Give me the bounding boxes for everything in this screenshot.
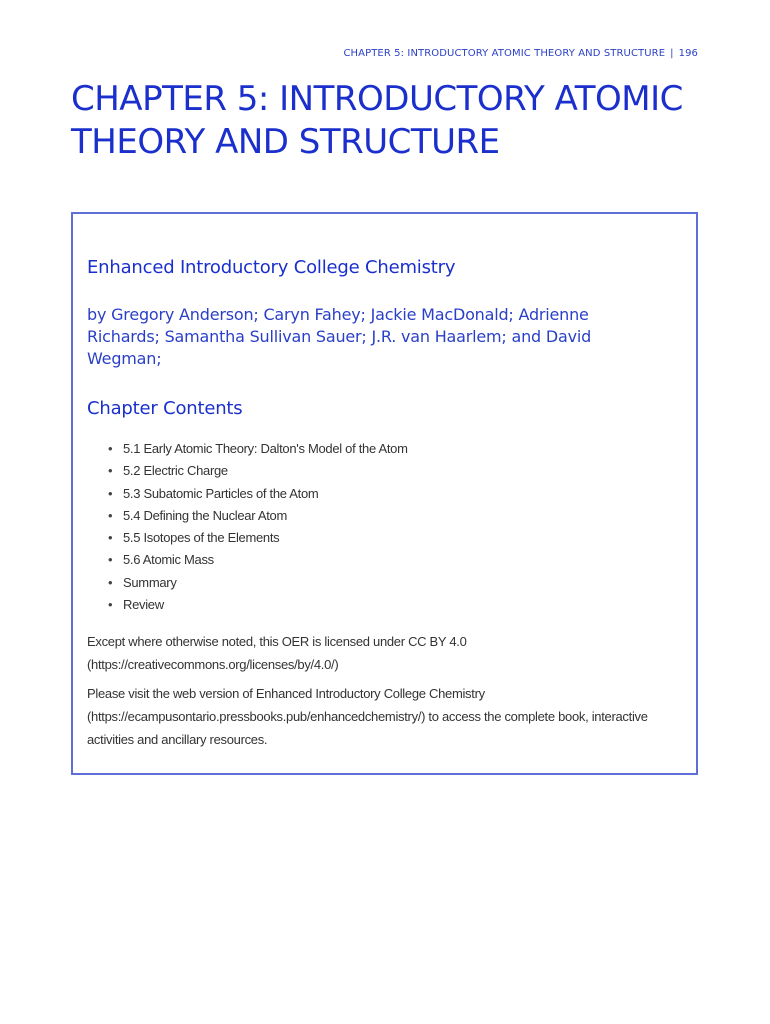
contents-item-summary[interactable]: • Summary [108, 572, 682, 594]
page-number: 196 [678, 48, 698, 59]
license-note: Except where otherwise noted, this OER is licensed under CC BY 4.0 (https://creativecommons.org/licenses/by/4.0/) [87, 634, 467, 673]
contents-item-5-1[interactable]: • 5.1 Early Atomic Theory: Dalton's Model of the Atom [108, 438, 682, 460]
running-header [343, 48, 698, 59]
contents-item-5-5[interactable]: • 5.5 Isotopes of the Elements [108, 527, 682, 549]
contents-item-5-2[interactable]: • 5.2 Electric Charge [108, 460, 682, 482]
chapter-contents-list [87, 438, 682, 616]
contents-item-5-3[interactable]: • 5.3 Subatomic Particles of the Atom [108, 483, 682, 505]
contents-item-5-4[interactable]: • 5.4 Defining the Nuclear Atom [108, 505, 682, 527]
running-header-separator: | [670, 48, 674, 59]
running-header-title: CHAPTER 5: INTRODUCTORY ATOMIC THEORY AND STRUCTURE [343, 48, 666, 59]
book-authors: by Gregory Anderson; Caryn Fahey; Jackie MacDonald; Adrienne Richards; Samantha Sullivan Sauer; J.R. van Haarlem; and David Wegman; [87, 305, 592, 368]
web-version-note: Please visit the web version of Enhanced Introductory College Chemistry (https://ecampusontario.pressbooks.pub/enhancedchemistry/) to access the complete book, interactive activities and ancillary resources. [87, 686, 648, 748]
book-info-box [71, 212, 698, 775]
contents-item-5-6[interactable]: • 5.6 Atomic Mass [108, 549, 682, 571]
chapter-title: CHAPTER 5: INTRODUCTORY ATOMIC THEORY AND STRUCTURE [71, 79, 683, 162]
book-title: Enhanced Introductory College Chemistry [87, 257, 456, 278]
chapter-contents-heading: Chapter Contents [87, 398, 243, 419]
contents-item-review[interactable]: • Review [108, 594, 682, 616]
